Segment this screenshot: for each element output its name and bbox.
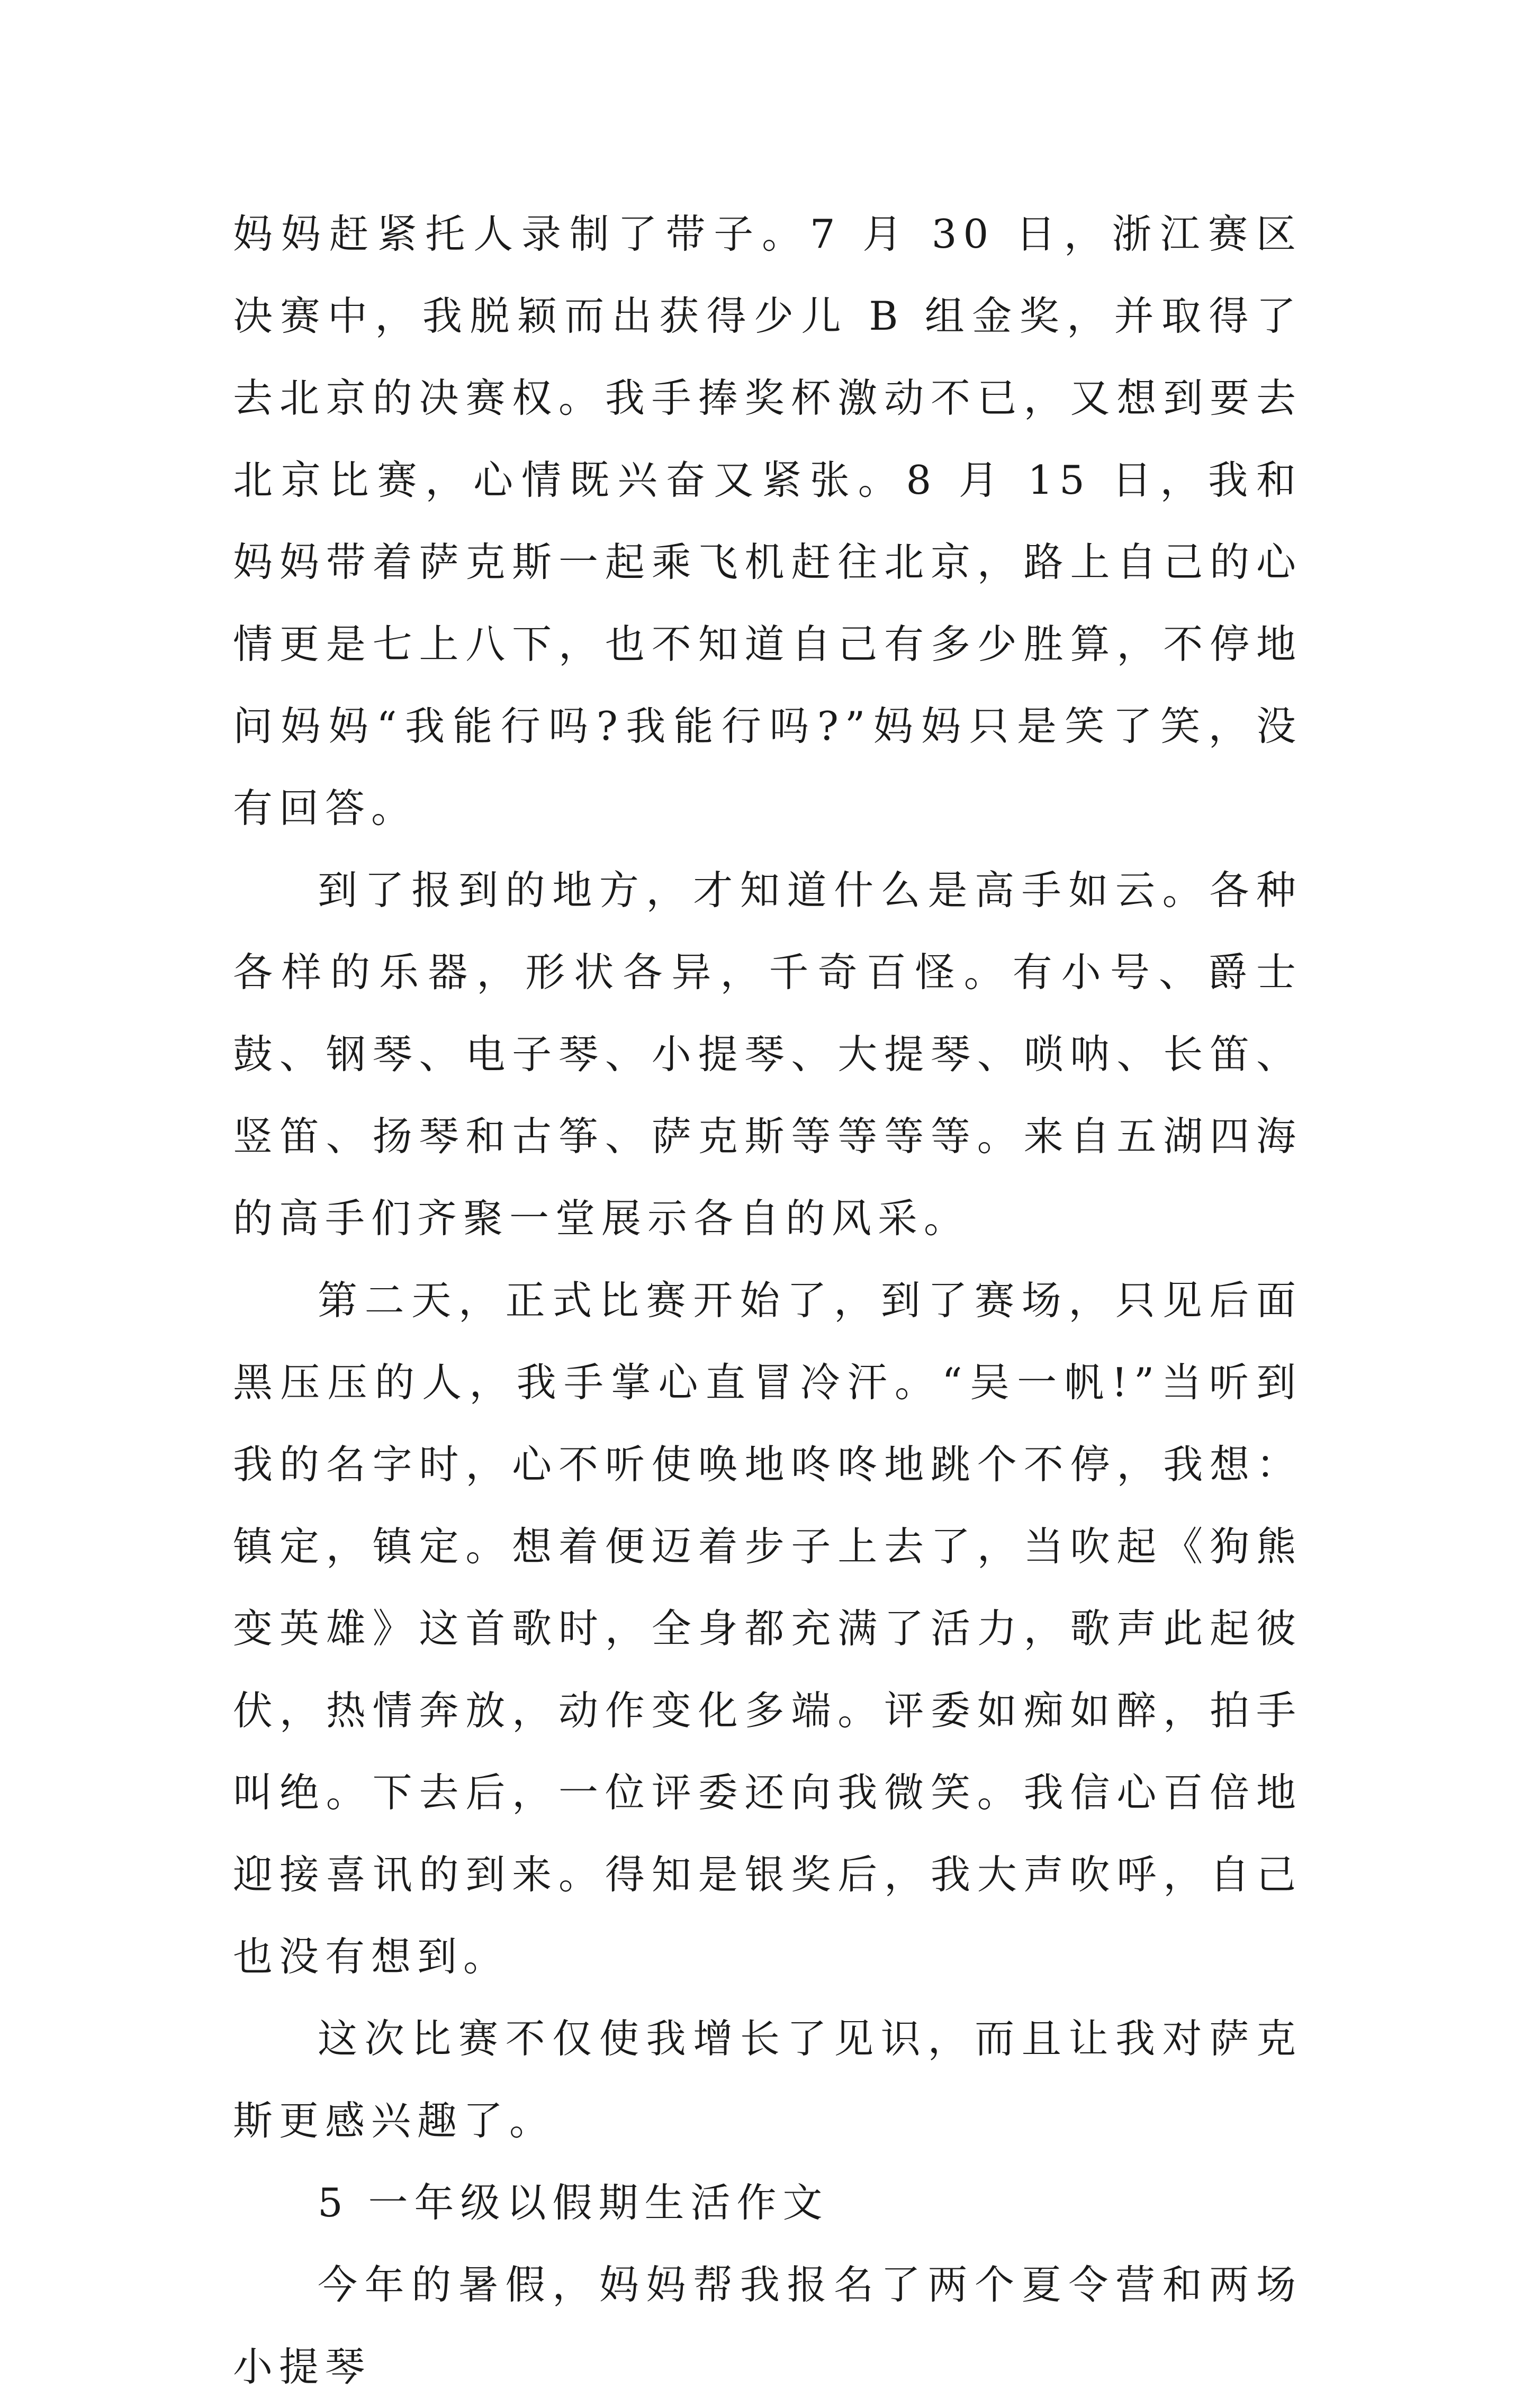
paragraph-5: 今年的暑假，妈妈帮我报名了两个夏令营和两场小提琴 (233, 2261, 1302, 2390)
paragraph-1: 妈妈赶紧托人录制了带子。7 月 30 日，浙江赛区决赛中，我脱颖而出获得少儿 B 组金奖，并取得了去北京的决赛权。我手捧奖杯激动不已，又想到要去北京比赛，心情既兴奋又紧张。8 月 15 日，我和妈妈带着萨克斯一起乘飞机赶往北京，路上自己的心情更是七上八下，也不知道自己有多少胜算，不停地问妈妈“我能行吗?我能行吗?”妈妈只是笑了笑，没有回答。 (233, 211, 1302, 831)
paragraph-3: 第二天，正式比赛开始了，到了赛场，只见后面黑压压的人，我手掌心直冒冷汗。“吴一帆!”当听到我的名字时，心不听使唤地咚咚地跳个不停，我想：镇定，镇定。想着便迈着步子上去了，当吹起《狗熊变英雄》这首歌时，全身都充满了活力，歌声此起彼伏，热情奔放，动作变化多端。评委如痴如醉，拍手叫绝。下去后，一位评委还向我微笑。我信心百倍地迎接喜讯的到来。得知是银奖后，我大声吹呼，自己也没有想到。 (233, 1277, 1302, 1980)
section-heading: 5 一年级以假期生活作文 (318, 2179, 829, 2226)
paragraph-4: 这次比赛不仅使我增长了见识，而且让我对萨克斯更感兴趣了。 (233, 2015, 1302, 2144)
document-body (233, 193, 1302, 2408)
paragraph-2: 到了报到的地方，才知道什么是高手如云。各种各样的乐器，形状各异，千奇百怪。有小号、爵士鼓、钢琴、电子琴、小提琴、大提琴、唢呐、长笛、竖笛、扬琴和古筝、萨克斯等等等等。来自五湖四海的高手们齐聚一堂展示各自的风采。 (233, 867, 1302, 1242)
